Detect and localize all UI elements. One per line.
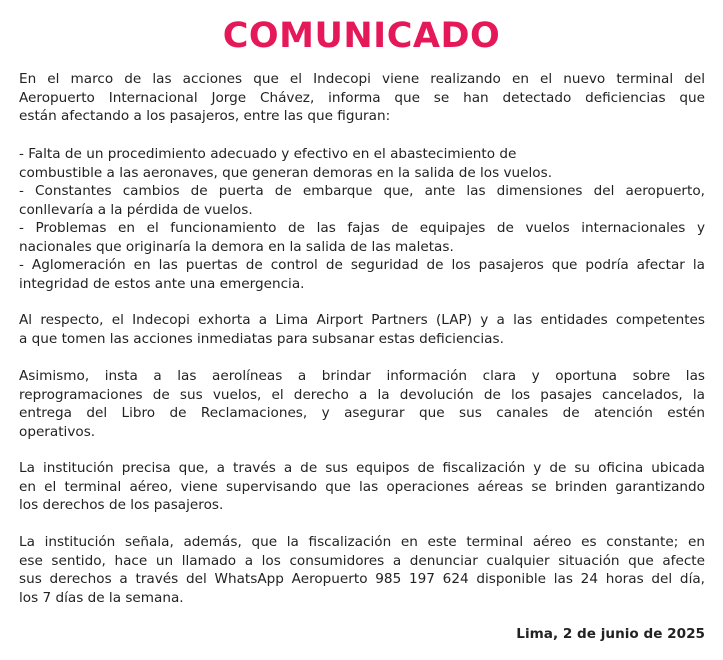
page-title: COMUNICADO (222, 16, 501, 56)
intro-paragraph (19, 70, 705, 126)
paragraph-lap-line-1: Al respecto, el Indecopi exhorta a Lima Airport Partners (LAP) y a las entidades competentes (19, 312, 705, 328)
list-item-2-line-1: - Constantes cambios de puerta de embarque que, ante las dimensiones del aeropuerto, (19, 183, 705, 199)
paragraph-whatsapp-line-2: ese sentido, hace un llamado a los consumidores a denunciar cualquier situación que afecte (19, 552, 705, 569)
list-item-1-line-2: combustible a las aeronaves, que generan demoras en la salida de los vuelos. (19, 164, 553, 181)
date-signature: Lima, 2 de junio de 2025 (516, 626, 705, 642)
paragraph-whatsapp-line-3: sus derechos a través del WhatsApp Aeropuerto 985 197 624 disponible las 24 horas del día, (19, 571, 705, 587)
paragraph-whatsapp (19, 533, 705, 607)
paragraph-whatsapp-line-4: los 7 días de la semana. (19, 589, 184, 606)
list-item-2-line-2: conllevaría a la pérdida de vuelos. (19, 201, 253, 218)
paragraph-airlines-line-1: Asimismo, insta a las aerolíneas a brindar información clara y oportuna sobre las (19, 368, 705, 384)
paragraph-whatsapp-line-1: La institución señala, además, que la fiscalización en este terminal aéreo es constante; en (19, 534, 705, 550)
intro-line-2: Aeropuerto Internacional Jorge Chávez, informa que se han detectado deficiencias que (19, 89, 705, 106)
list-item-3-line-1: - Problemas en el funcionamiento de las fajas de equipajes de vuelos internacionales y (19, 220, 705, 236)
paragraph-lap-line-2: a que tomen las acciones inmediatas para subsanar estas deficiencias. (19, 330, 504, 347)
intro-line-1: En el marco de las acciones que el Indecopi viene realizando en el nuevo terminal del (19, 71, 705, 87)
list-item-4-line-2: integridad de estos ante una emergencia. (19, 275, 305, 292)
paragraph-airlines-line-4: operativos. (19, 423, 96, 440)
paragraph-airlines (19, 367, 705, 441)
list-item-4-line-1: - Aglomeración en las puertas de control de seguridad de los pasajeros que podría afectar la (19, 257, 705, 273)
paragraph-supervision (19, 459, 705, 515)
paragraph-supervision-line-2: en el terminal aéreo, viene supervisando que las operaciones aéreas se brinden garantizando (19, 478, 705, 495)
paragraph-lap (19, 311, 705, 348)
paragraph-supervision-line-3: los derechos de los pasajeros. (19, 497, 224, 513)
list-item-3-line-2: nacionales que originaría la demora en la salida de las maletas. (19, 238, 454, 255)
paragraph-supervision-line-1: La institución precisa que, a través a de sus equipos de fiscalización y de su oficina ubicada (19, 460, 705, 476)
paragraph-airlines-line-2: reprogramaciones de sus vuelos, el derecho a la devolución de los pasajes cancelados, la (19, 386, 705, 403)
list-item-1-line-1: - Falta de un procedimiento adecuado y efectivo en el abastecimiento de (19, 146, 517, 162)
deficiency-list (19, 145, 705, 293)
paragraph-airlines-line-3: entrega del Libro de Reclamaciones, y asegurar que sus canales de atención estén (19, 405, 705, 421)
intro-line-3: están afectando a los pasajeros, entre las que figuran: (19, 108, 391, 124)
